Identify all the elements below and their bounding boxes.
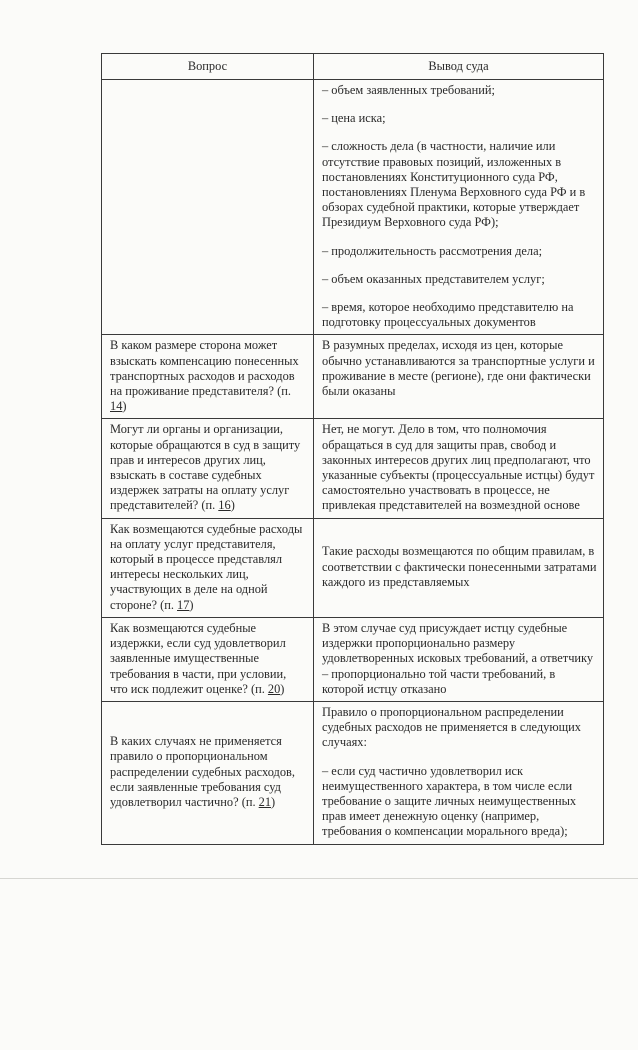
clause-link[interactable]: 14 (110, 399, 123, 414)
question-cell (102, 617, 314, 701)
answer-paragraph: – если суд частично удовлетворил иск неимущественного характера, в том числе если требование о защите личных неимущественных прав имеет денежную оценку (например, требования о компенсации морального вреда); (322, 763, 577, 839)
answer-paragraph: – объем оказанных представителем услуг; (322, 271, 545, 286)
question-cell (102, 80, 314, 335)
header-conclusion: Вывод суда (314, 54, 604, 80)
question-cell (102, 335, 314, 419)
question-cell (102, 419, 314, 518)
question-text: Как возмещаются судебные расходы на оплату услуг представителя, который в процессе представлял интересы нескольких лиц, участвующих в деле на одной стороне? (п. (110, 521, 303, 612)
answer-paragraph: Такие расходы возмещаются по общим правилам, в соответствии с фактически понесенными затратами каждого из представляемых (322, 544, 597, 589)
answer-paragraph: – сложность дела (в частности, наличие или отсутствие правовых позиций, изложенных в постановлениях Конституционного суда РФ, постановлениях Пленума Верховного суда РФ и в обзорах судебной практики, которые утверждает Президиум Верховного суда РФ); (322, 139, 586, 230)
answer-paragraph: – продолжительность рассмотрения дела; (322, 243, 543, 258)
question-text: В каком размере сторона может взыскать компенсацию понесенных транспортных расходов и расходов на проживание представителя? (п. (110, 338, 299, 399)
question-text: В каких случаях не применяется правило о пропорциональном распределении судебных расходов, если заявленные требования суд удовлетворил частично? (п. (110, 734, 295, 810)
question-text: Как возмещаются судебные издержки, если суд удовлетворил заявленные имущественные требования в части, при условии, что иск подлежит оценке? (п. (110, 620, 287, 696)
answer-cell (314, 617, 604, 701)
clause-link[interactable]: 17 (177, 597, 190, 612)
table-row (102, 335, 604, 419)
question-suffix: ) (271, 795, 276, 810)
question-suffix: ) (230, 498, 235, 513)
question-suffix: ) (189, 597, 194, 612)
question-cell (102, 701, 314, 844)
answer-paragraph: – цена иска; (322, 111, 386, 126)
table-header-row (102, 54, 604, 80)
answer-paragraph: – время, которое необходимо представителю на подготовку процессуальных документов (322, 300, 574, 330)
question-suffix: ) (122, 399, 127, 414)
table-row (102, 419, 604, 518)
court-conclusions-table (101, 53, 604, 845)
clause-link[interactable]: 21 (258, 795, 272, 810)
page-bottom-edge (0, 878, 638, 879)
answer-cell (314, 419, 604, 518)
clause-link[interactable]: 20 (267, 681, 281, 696)
answer-paragraph: Правило о пропорциональном распределении судебных расходов не применяется в следующих случаях: (322, 704, 581, 750)
table-row (102, 80, 604, 335)
table-row (102, 701, 604, 844)
answer-cell (314, 80, 604, 335)
table-row (102, 617, 604, 701)
answer-cell (314, 335, 604, 419)
question-cell (102, 518, 314, 617)
answer-cell (314, 518, 604, 617)
answer-paragraph: Нет, не могут. Дело в том, что полномочия обращаться в суд для защиты прав, свобод и законных интересов других лиц предполагают, что указанные субъекты (процессуальные истцы) будут самостоятельно участвовать в процессе, не привлекая представителей на возмездной основе (322, 422, 595, 513)
table-row (102, 518, 604, 617)
answer-cell (314, 701, 604, 844)
clause-link[interactable]: 16 (218, 498, 231, 513)
header-question: Вопрос (102, 54, 314, 80)
answer-paragraph: – объем заявленных требований; (322, 83, 495, 97)
answer-paragraph: В разумных пределах, исходя из цен, которые обычно устанавливаются за транспортные услуги и проживание в месте (регионе), где они фактически были оказаны (322, 338, 595, 399)
question-text: Могут ли органы и организации, которые обращаются в суд в защиту прав и интересов других лиц, взыскать в составе судебных издержек затраты на оплату услуг представителей? (п. (110, 422, 301, 513)
answer-paragraph: В этом случае суд присуждает истцу судебные издержки пропорционально размеру удовлетворенных исковых требований, а ответчику – пропорционально той части требований, в которой истцу отказано (322, 620, 594, 696)
question-suffix: ) (280, 681, 285, 696)
